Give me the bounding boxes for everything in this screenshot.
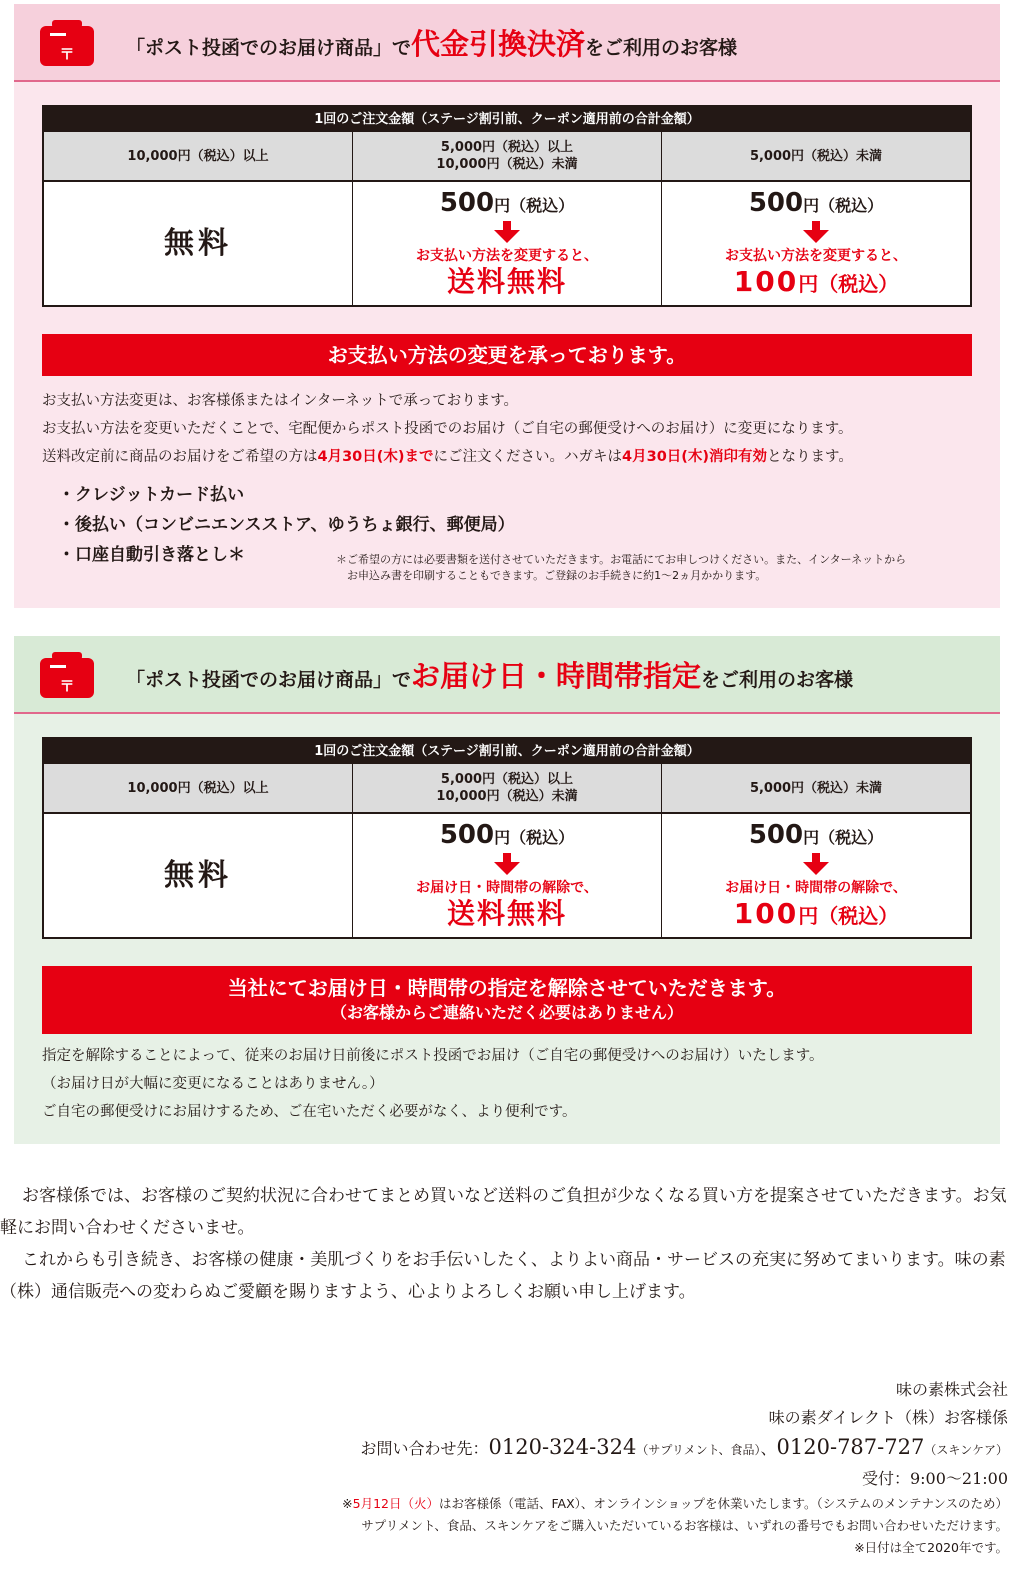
arrow-down-icon bbox=[494, 221, 520, 243]
table-conditions-row bbox=[44, 132, 970, 182]
section-title: 「ポスト投函でのお届け商品」で代金引換決済をご利用のお客様 bbox=[126, 27, 738, 61]
result-label: 100円（税込） bbox=[733, 265, 899, 298]
info-line: お支払い方法変更は、お客様係またはインターネットで承っております。 bbox=[42, 393, 519, 409]
change-note: お届け日・時間帯の解除で、 bbox=[416, 880, 598, 896]
svg-text:〒: 〒 bbox=[59, 45, 75, 63]
phone-skincare[interactable]: 0120-787-727 bbox=[776, 1435, 925, 1459]
banner-line: （お客様からご連絡いただく必要はありません） bbox=[330, 1003, 683, 1022]
delivery-section-header bbox=[14, 636, 1000, 714]
company-name: 味の素株式会社 bbox=[895, 1380, 1008, 1399]
change-note: お届け日・時間帯の解除で、 bbox=[725, 880, 907, 896]
delivery-release-banner bbox=[42, 966, 972, 1034]
info-text bbox=[42, 1042, 982, 1126]
price-label: 500円（税込） bbox=[439, 820, 575, 850]
info-line: ご自宅の郵便受けにお届けするため、ご在宅いただく必要がなく、より便利です。 bbox=[42, 1104, 577, 1120]
info-text bbox=[42, 387, 982, 471]
cod-section bbox=[14, 4, 1000, 608]
condition-cell: 10,000円（税込）以上 bbox=[127, 780, 269, 796]
fee-cell-mid bbox=[352, 182, 661, 305]
condition-cell: 5,000円（税込）以上 10,000円（税込）未満 bbox=[352, 132, 661, 180]
info-line: お支払い方法を変更いただくことで、宅配便からポスト投函でのお届け（ご自宅の郵便受けへのお届け）に変更になります。 bbox=[42, 421, 853, 437]
fee-table bbox=[42, 105, 972, 307]
condition-cell: 10,000円（税込）以上 bbox=[127, 148, 269, 164]
table-conditions-row bbox=[44, 764, 970, 814]
condition-cell: 5,000円（税込）未満 bbox=[661, 132, 970, 180]
table-fees-row bbox=[44, 814, 970, 937]
table-fees-row bbox=[44, 182, 970, 305]
result-label: 100円（税込） bbox=[733, 897, 899, 930]
info-line: （お届け日が大幅に変更になることはありません。） bbox=[42, 1076, 384, 1092]
arrow-down-icon bbox=[803, 853, 829, 875]
date-notice: ※日付は全て2020年です。 bbox=[854, 1540, 1008, 1555]
phone-supplement[interactable]: 0120-324-324 bbox=[488, 1435, 637, 1459]
mailbox-icon bbox=[40, 20, 94, 66]
phone-notice: サプリメント、食品、スキンケアをご購入いただいているお客様は、いずれの番号でもお問い合わせいただけます。 bbox=[361, 1518, 1008, 1533]
footnote: ＊ご希望の方には必要書類を送付させていただきます。お電話にてお申しつけください。また、インターネットから お申込み書を印刷することもできます。ご登録のお手続きに約1〜2ヵ月かかります。 bbox=[336, 553, 907, 582]
fee-cell-free bbox=[44, 814, 352, 937]
banner-line: 当社にてお届け日・時間帯の指定を解除させていただきます。 bbox=[227, 976, 787, 1000]
price-label: 500円（税込） bbox=[439, 188, 575, 218]
result-label: 送料無料 bbox=[446, 897, 567, 930]
department-name: 味の素ダイレクト（株）お客様係 bbox=[768, 1408, 1008, 1427]
table-header: 1回のご注文金額（ステージ割引前、クーポン適用前の合計金額） bbox=[44, 107, 970, 132]
condition-cell: 5,000円（税込）未満 bbox=[661, 764, 970, 812]
fee-cell-mid bbox=[352, 814, 661, 937]
price-label: 500円（税込） bbox=[748, 820, 884, 850]
signature-block bbox=[342, 1376, 1008, 1559]
arrow-down-icon bbox=[803, 221, 829, 243]
list-item: ・後払い（コンビニエンスストア、ゆうちょ銀行、郵便局） bbox=[58, 515, 515, 535]
list-item: ・クレジットカード払い bbox=[58, 485, 245, 505]
mailbox-icon bbox=[40, 652, 94, 698]
letter-paragraph: これからも引き続き、お客様の健康・美肌づくりをお手伝いしたく、よりよい商品・サービスの充実に努めてまいります。味の素（株）通信販売への変わらぬご愛顧を賜りますよう、心よりよろしくお願い申し上げます。 bbox=[0, 1250, 1006, 1302]
letter-paragraph: お客様係では、お客様のご契約状況に合わせてまとめ買いなど送料のご負担が少なくなる買い方を提案させていただきます。お気軽にお問い合わせくださいませ。 bbox=[0, 1186, 1007, 1238]
change-note: お支払い方法を変更すると、 bbox=[725, 248, 907, 264]
fee-cell-free bbox=[44, 182, 352, 305]
change-note: お支払い方法を変更すると、 bbox=[416, 248, 598, 264]
free-label: 無料 bbox=[164, 858, 232, 893]
closure-notice: ※5月12日（火）はお客様係（電話、FAX）、オンラインショップを休業いたします。（システムのメンテナンスのため） bbox=[342, 1496, 1008, 1511]
free-label: 無料 bbox=[164, 226, 232, 261]
cod-section-header bbox=[14, 4, 1000, 82]
svg-text:〒: 〒 bbox=[59, 677, 75, 695]
condition-cell: 5,000円（税込）以上 10,000円（税込）未満 bbox=[352, 764, 661, 812]
list-item: ・口座自動引き落とし＊ bbox=[58, 545, 245, 565]
delivery-date-section bbox=[14, 636, 1000, 1144]
result-label: 送料無料 bbox=[446, 265, 567, 298]
business-hours: 受付：9:00〜21:00 bbox=[861, 1469, 1008, 1488]
info-line: 送料改定前に商品のお届けをご希望の方は4月30日(木)までにご注文ください。ハガキは4月30日(木)消印有効となります。 bbox=[42, 449, 853, 465]
info-line: 指定を解除することによって、従来のお届け日前後にポスト投函でお届け（ご自宅の郵便受けへのお届け）いたします。 bbox=[42, 1048, 824, 1064]
closing-letter bbox=[0, 1180, 1020, 1308]
fee-table bbox=[42, 737, 972, 939]
payment-change-banner: お支払い方法の変更を承っております。 bbox=[42, 334, 972, 376]
price-label: 500円（税込） bbox=[748, 188, 884, 218]
fee-cell-low bbox=[661, 182, 970, 305]
arrow-down-icon bbox=[494, 853, 520, 875]
fee-cell-low bbox=[661, 814, 970, 937]
table-header: 1回のご注文金額（ステージ割引前、クーポン適用前の合計金額） bbox=[44, 739, 970, 764]
contact-line: お問い合わせ先：0120-324-324（サプリメント、食品）、0120-787-727（スキンケア） bbox=[360, 1435, 1008, 1459]
section-title: 「ポスト投函でのお届け商品」でお届け日・時間帯指定をご利用のお客様 bbox=[126, 659, 854, 693]
